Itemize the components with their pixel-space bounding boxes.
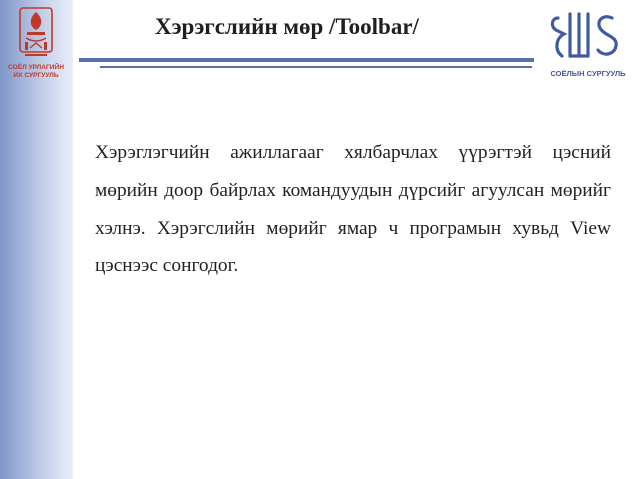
left-logo-line2: ИХ СУРГУУЛЬ: [13, 72, 59, 79]
crest-icon: [17, 6, 55, 62]
slide-title: Хэрэгслийн мөр /Toolbar/: [155, 14, 419, 39]
right-logo-caption: СОЁЛЫН СУРГУУЛЬ: [550, 69, 626, 78]
left-logo-line1: СОЁЛ УРЛАГИЙН: [7, 64, 65, 71]
left-logo-caption: [8, 64, 64, 80]
title-underline-thin: [100, 66, 532, 68]
title-underline: [79, 58, 534, 62]
school-logo: [546, 8, 630, 82]
school-emblem-icon: [546, 8, 630, 68]
university-logo: [4, 6, 68, 88]
slide-body-text: Хэрэглэгчийн ажиллагааг хялбарчлах үүрэгтэй цэсний мөрийн доор байрлах командуудын дүрсийг агуулсан мөрийг хэлнэ. Хэрэгслийн мөрийг ямар ч програмын хувьд View цэснээс сонгодог.: [95, 142, 611, 277]
